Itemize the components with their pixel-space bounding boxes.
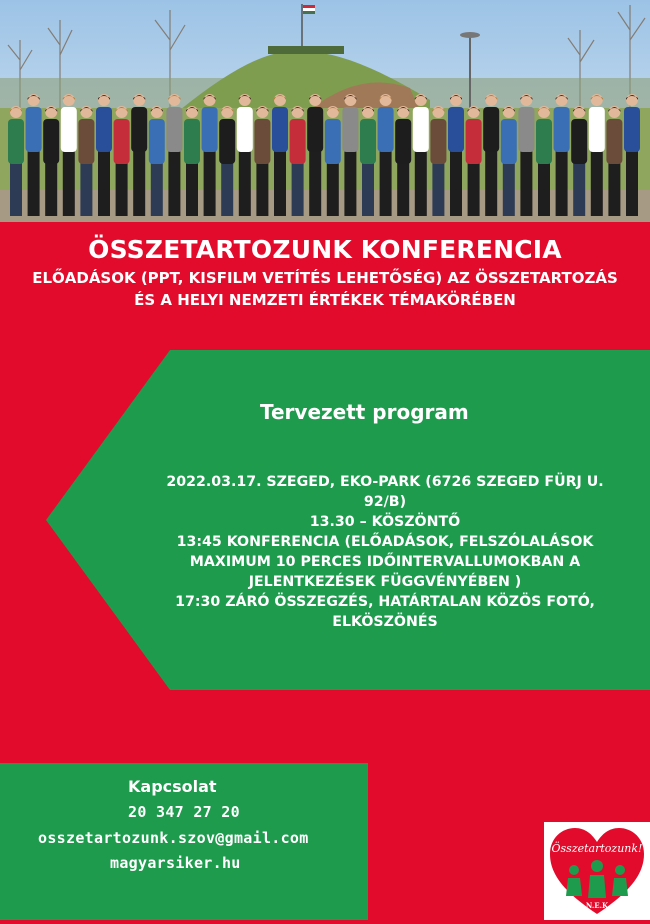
crowd-person — [518, 94, 534, 216]
program-line: 13:45 KONFERENCIA (ELŐADÁSOK, FELSZÓLALÁSOK — [176, 534, 594, 550]
crowd-person — [501, 106, 517, 216]
crowd-person — [202, 94, 218, 216]
crowd-person — [483, 94, 499, 216]
subtitle-line-2: ÉS A HELYI NEMZETI ÉRTÉKEK TÉMAKÖRÉBEN — [134, 291, 516, 309]
crowd-person — [378, 94, 394, 216]
crowd-person — [43, 106, 59, 216]
crowd-person — [307, 94, 323, 216]
crowd-person — [360, 106, 376, 216]
crowd-person — [78, 106, 94, 216]
crowd-person — [114, 106, 130, 216]
crowd-person — [237, 94, 253, 216]
crowd-person — [342, 94, 358, 216]
program-line: 92/B) — [363, 494, 407, 510]
contact-title: Kapcsolat — [128, 777, 217, 796]
program-line: ELKÖSZÖNÉS — [332, 614, 438, 630]
contact-email-link[interactable]: osszetartozunk.szov@gmail.com — [38, 829, 309, 847]
contact-section — [0, 763, 368, 920]
crowd-person — [606, 106, 622, 216]
page-title: ÖSSZETARTOZUNK KONFERENCIA — [88, 235, 562, 264]
crowd-person — [184, 106, 200, 216]
crowd-person — [325, 106, 341, 216]
crowd-person — [448, 94, 464, 216]
crowd-person — [589, 94, 605, 216]
program-title: Tervezett program — [260, 400, 469, 424]
page-subtitle — [20, 267, 630, 311]
crowd-person — [26, 94, 42, 216]
crowd-person — [571, 106, 587, 216]
crowd-person — [290, 106, 306, 216]
program-details — [140, 472, 630, 632]
organization-logo — [544, 822, 650, 920]
crowd-person — [413, 94, 429, 216]
program-line: 17:30 ZÁRÓ ÖSSZEGZÉS, HATÁRTALAN KÖZÖS FOTÓ, — [175, 594, 595, 610]
crowd-person — [395, 106, 411, 216]
subtitle-line-1: ELŐADÁSOK (PPT, KISFILM VETÍTÉS LEHETŐSÉG) AZ ÖSSZETARTOZÁS — [32, 269, 618, 287]
group-photo-illustration — [0, 0, 650, 222]
crowd-person — [466, 106, 482, 216]
crowd-person — [219, 106, 235, 216]
crowd-person — [149, 106, 165, 216]
group-photo — [0, 0, 650, 222]
program-line: 2022.03.17. SZEGED, EKO-PARK (6726 SZEGED FÜRJ U. — [166, 474, 604, 490]
program-line: MAXIMUM 10 PERCES IDŐINTERVALLUMOKBAN A — [189, 554, 581, 570]
logo-initials: N.E.K — [585, 901, 609, 910]
crowd-person — [131, 94, 147, 216]
crowd-person — [536, 106, 552, 216]
crowd-person — [254, 106, 270, 216]
heart-logo-icon — [544, 822, 650, 920]
contact-phone[interactable]: 20 347 27 20 — [128, 803, 240, 821]
crowd-person — [8, 106, 24, 216]
crowd-person — [61, 94, 77, 216]
crowd-person — [96, 94, 112, 216]
program-line: JELENTKEZÉSEK FÜGGVÉNYÉBEN ) — [248, 574, 522, 590]
header-section — [0, 222, 650, 342]
program-line: 13.30 – KÖSZÖNTŐ — [309, 514, 461, 530]
crowd-person — [624, 94, 640, 216]
contact-website-link[interactable]: magyarsiker.hu — [110, 854, 241, 872]
crowd-person — [430, 106, 446, 216]
crowd-person — [166, 94, 182, 216]
logo-text: Összetartozunk! — [551, 842, 643, 855]
crowd-person — [272, 94, 288, 216]
crowd-person — [554, 94, 570, 216]
